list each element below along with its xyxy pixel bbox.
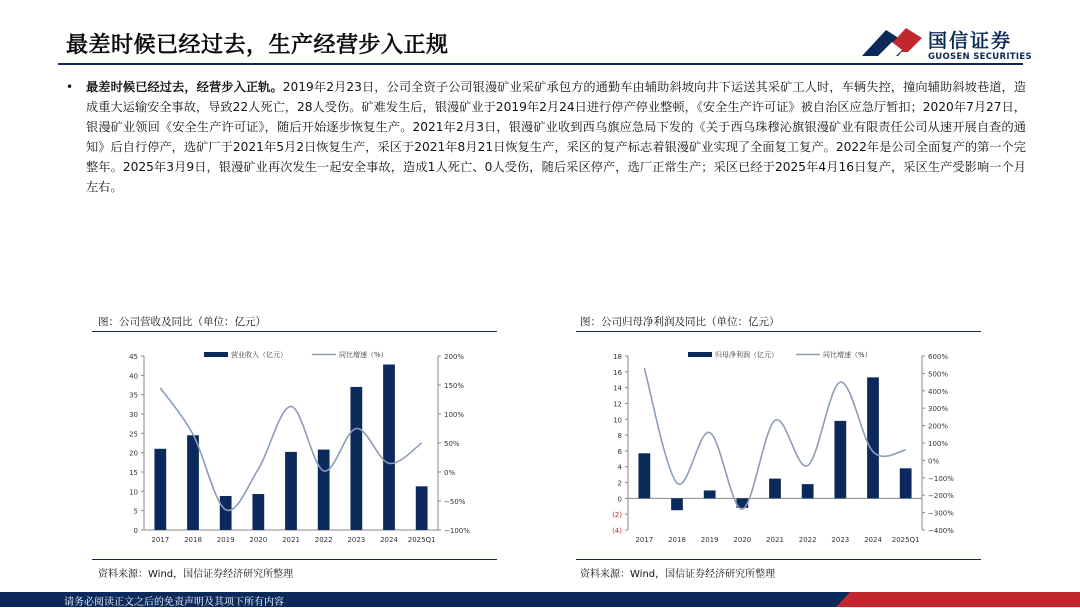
bullet-marker: • — [66, 80, 74, 94]
x-tick-label: 2021 — [766, 536, 784, 544]
bar — [416, 486, 428, 530]
right-chart-bottom-rule — [576, 559, 981, 560]
y2-tick-label: 400% — [928, 387, 949, 396]
footer-accent — [836, 592, 1080, 607]
x-tick-label: 2017 — [635, 536, 654, 544]
y2-tick-label: −300% — [928, 509, 954, 518]
y-tick-label: 6 — [617, 447, 622, 456]
bar — [769, 479, 781, 499]
page-title: 最差时候已经过去，生产经营步入正规 — [66, 33, 449, 58]
x-tick-label: 2021 — [282, 536, 300, 544]
x-tick-label: 2018 — [184, 536, 202, 544]
legend-bar-swatch — [204, 352, 228, 357]
bar — [285, 452, 297, 530]
y2-tick-label: −100% — [928, 474, 954, 483]
x-tick-label: 2020 — [249, 536, 268, 544]
y-tick-label: 35 — [129, 391, 138, 400]
bar — [383, 365, 395, 530]
x-tick-label: 2022 — [798, 536, 817, 544]
bar — [154, 449, 166, 530]
y-tick-label: 15 — [129, 469, 138, 477]
y-tick-label: 10 — [129, 488, 138, 497]
bar — [704, 490, 716, 498]
x-tick-label: 2025Q1 — [891, 536, 920, 544]
legend-bar-label: 归母净利润（亿元） — [715, 351, 778, 359]
x-tick-label: 2020 — [733, 536, 752, 544]
logo-mark-icon — [858, 22, 924, 66]
y2-tick-label: −400% — [928, 527, 954, 535]
right-chart-top-rule — [576, 331, 981, 332]
bar — [802, 484, 814, 498]
y-tick-label: (2) — [612, 511, 622, 520]
bar — [220, 496, 232, 530]
y-tick-label: 40 — [129, 372, 138, 381]
y2-tick-label: −200% — [928, 492, 954, 501]
left-chart-bottom-rule — [92, 559, 497, 560]
logo-text-en: GUOSEN SECURITIES — [928, 52, 1032, 62]
x-tick-label: 2022 — [314, 536, 333, 544]
y2-tick-label: 600% — [928, 353, 949, 361]
y-tick-label: 14 — [613, 384, 622, 393]
y2-tick-label: 50% — [444, 440, 460, 448]
x-tick-label: 2024 — [864, 536, 882, 544]
legend-bar-label: 营业收入（亿元） — [231, 351, 287, 359]
footer-disclaimer[interactable]: 请务必阅读正文之后的免责声明及其项下所有内容 — [64, 597, 284, 608]
left-chart — [92, 344, 497, 550]
y2-tick-label: −50% — [444, 498, 466, 506]
y-tick-label: 18 — [613, 353, 622, 361]
y-tick-label: 4 — [617, 463, 622, 472]
y-tick-label: 5 — [133, 507, 138, 516]
y-tick-label: 20 — [129, 449, 138, 458]
y-tick-label: 10 — [613, 416, 622, 425]
legend-line-label: 同比增速（%） — [339, 351, 388, 359]
bar — [671, 498, 683, 510]
x-tick-label: 2019 — [700, 536, 719, 544]
y-tick-label: 0 — [617, 495, 622, 504]
bar — [900, 468, 912, 498]
y2-tick-label: 150% — [444, 382, 465, 390]
y2-tick-label: 100% — [444, 411, 465, 419]
x-tick-label: 2017 — [151, 536, 170, 544]
y2-tick-label: 0% — [928, 457, 940, 466]
company-logo — [858, 22, 1048, 68]
bar — [318, 450, 330, 530]
body-detail: 2019年2月23日，公司全资子公司银漫矿业采矿承包方的通勤车由辅助斜坡向井下运送其采矿工人时，车辆失控，撞向辅助斜坡巷道，造成重大运输安全事故，导致22人死亡，28人受伤。矿难发生后，银漫矿业于2019年2月24日进行停产停业整顿，《安全生产许可证》被自治区应急厅暂扣；2020年7月27日，银漫矿业领回《安全生产许可证》，随后开始逐步恢复生产。2021年2月3日，银漫矿业收到西乌旗应急局下发的《关于西乌珠穆沁旗银漫矿业有限责任公司从速开展自查的通知》后自行停产，选矿厂于2021年5月2日恢复生产，采区于2021年8月21日恢复生产，采区的复产标志着银漫矿业实现了全面复工复产。2022年是公司全面复产的第一个完整年。2025年3月9日，银漫矿业再次发生一起安全事故，造成1人死亡、0人受伤，随后采区停产，选厂正常生产；采区已经于2025年4月16日复产，采区生产受影响一个月左右。 — [86, 80, 1027, 194]
x-tick-label: 2023 — [831, 536, 850, 544]
bar — [638, 453, 650, 498]
left-chart-top-rule — [92, 331, 497, 332]
y-tick-label: 25 — [129, 430, 138, 439]
x-tick-label: 2024 — [380, 536, 398, 544]
right-chart-source: 资料来源：Wind，国信证券经济研究所整理 — [580, 569, 776, 580]
x-tick-label: 2023 — [347, 536, 366, 544]
y-tick-label: 0 — [133, 527, 138, 535]
y2-tick-label: 0% — [444, 469, 456, 477]
y-tick-label: (4) — [612, 527, 622, 535]
right-chart-caption: 图：公司归母净利润及同比（单位：亿元） — [580, 316, 780, 328]
y2-tick-label: 200% — [928, 422, 949, 431]
x-tick-label: 2025Q1 — [407, 536, 436, 544]
bar — [350, 387, 362, 530]
body-paragraph — [86, 77, 1026, 197]
logo-text-cn: 国信证券 — [928, 30, 1013, 52]
y2-tick-label: 200% — [444, 353, 465, 361]
x-tick-label: 2018 — [668, 536, 686, 544]
bar — [867, 377, 879, 498]
y-tick-label: 12 — [613, 400, 622, 409]
y2-tick-label: 500% — [928, 370, 949, 379]
bar — [834, 421, 846, 499]
y-tick-label: 45 — [129, 353, 138, 361]
left-chart-source: 资料来源：Wind，国信证券经济研究所整理 — [98, 569, 294, 580]
legend-line-label: 同比增速（%） — [823, 351, 872, 359]
lead-sentence: 最差时候已经过去，经营步入正轨。 — [86, 80, 283, 94]
y2-tick-label: 300% — [928, 405, 949, 414]
left-chart-caption: 图：公司营收及同比（单位：亿元） — [98, 316, 266, 328]
bar — [252, 494, 264, 530]
x-tick-label: 2019 — [216, 536, 235, 544]
y2-tick-label: 100% — [928, 440, 949, 448]
y2-tick-label: −100% — [444, 527, 470, 535]
y-tick-label: 8 — [617, 432, 622, 441]
y-tick-label: 30 — [129, 411, 138, 419]
bar — [187, 435, 199, 530]
legend-bar-swatch — [688, 352, 712, 357]
y-tick-label: 2 — [617, 479, 622, 488]
right-chart — [576, 344, 981, 550]
y-tick-label: 16 — [613, 368, 622, 377]
